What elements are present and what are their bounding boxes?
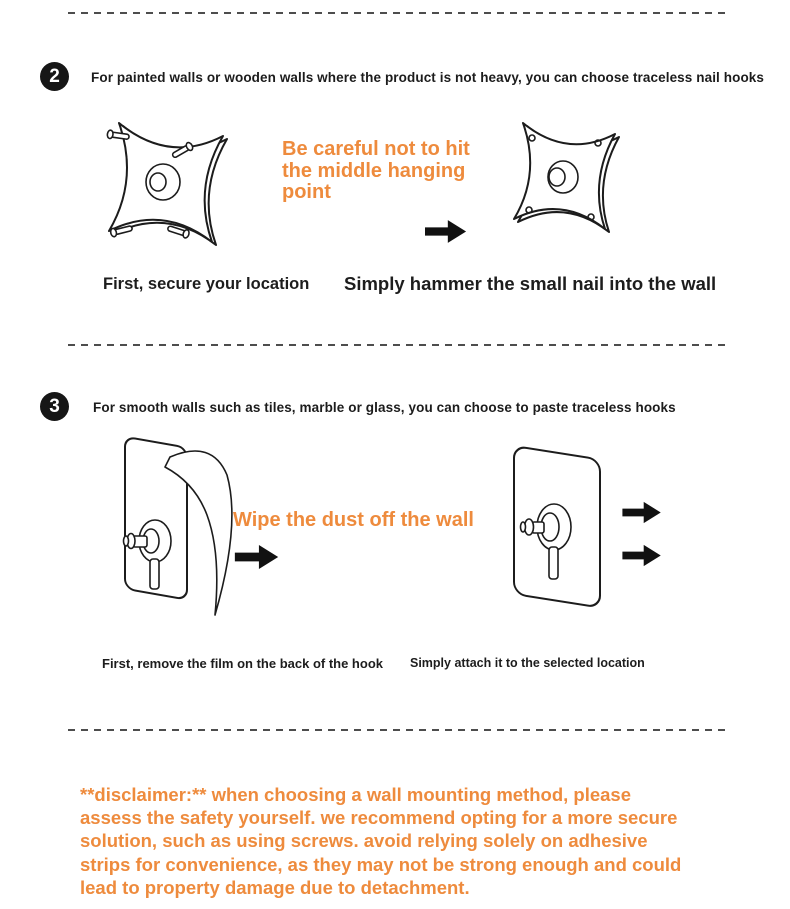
step-2-badge: 2 [40, 62, 69, 91]
caption-attach-location: Simply attach it to the selected location [410, 656, 645, 670]
disclaimer-line: assess the safety yourself. we recommend opting for a more secure [80, 807, 678, 829]
dashed-separator-bottom [68, 729, 728, 731]
warning-note-line: the middle hanging [282, 159, 466, 182]
disclaimer-line: lead to property damage due to detachment. [80, 876, 470, 898]
disclaimer-line: **disclaimer:** when choosing a wall mounting method, please [80, 784, 631, 805]
disclaimer-line: solution, such as using screws. avoid relying solely on adhesive [80, 830, 648, 852]
arrow-right-icon [621, 544, 663, 572]
adhesive-hook-peel-film-illustration [115, 435, 255, 635]
traceless-nail-hook-mounted-illustration [505, 117, 623, 245]
step-3-badge: 3 [40, 392, 69, 421]
disclaimer-text [80, 783, 681, 899]
wipe-dust-note: Wipe the dust off the wall [233, 509, 474, 531]
adhesive-hook-peel-icon [115, 435, 255, 635]
disclaimer-line: strips for convenience, as they may not be strong enough and could [80, 853, 682, 875]
warning-note [282, 139, 470, 204]
caption-secure-location: First, secure your location [103, 275, 310, 293]
warning-note-line: point [282, 181, 331, 203]
dashed-separator-top [68, 12, 728, 14]
arrow-right-icon [621, 501, 663, 529]
dashed-separator-middle [68, 344, 728, 346]
arrow-right-icon [234, 544, 280, 575]
section-3-heading: For smooth walls such as tiles, marble or glass, you can choose to paste traceless hooks [93, 400, 676, 415]
nail-hook-icon [99, 116, 234, 250]
caption-hammer-nail: Simply hammer the small nail into the wall [344, 273, 717, 294]
adhesive-hook-icon [508, 441, 608, 633]
traceless-nail-hook-with-nails-illustration [99, 116, 234, 250]
caption-remove-film: First, remove the film on the back of the hook [102, 656, 383, 671]
section-2-heading: For painted walls or wooden walls where the product is not heavy, you can choose traceless nail hooks [91, 70, 765, 85]
nail-hook-mounted-icon [505, 117, 623, 245]
adhesive-hook-mounted-illustration [508, 441, 608, 633]
arrow-right-icon [425, 219, 467, 249]
warning-note-line: Be careful not to hit [282, 138, 470, 160]
